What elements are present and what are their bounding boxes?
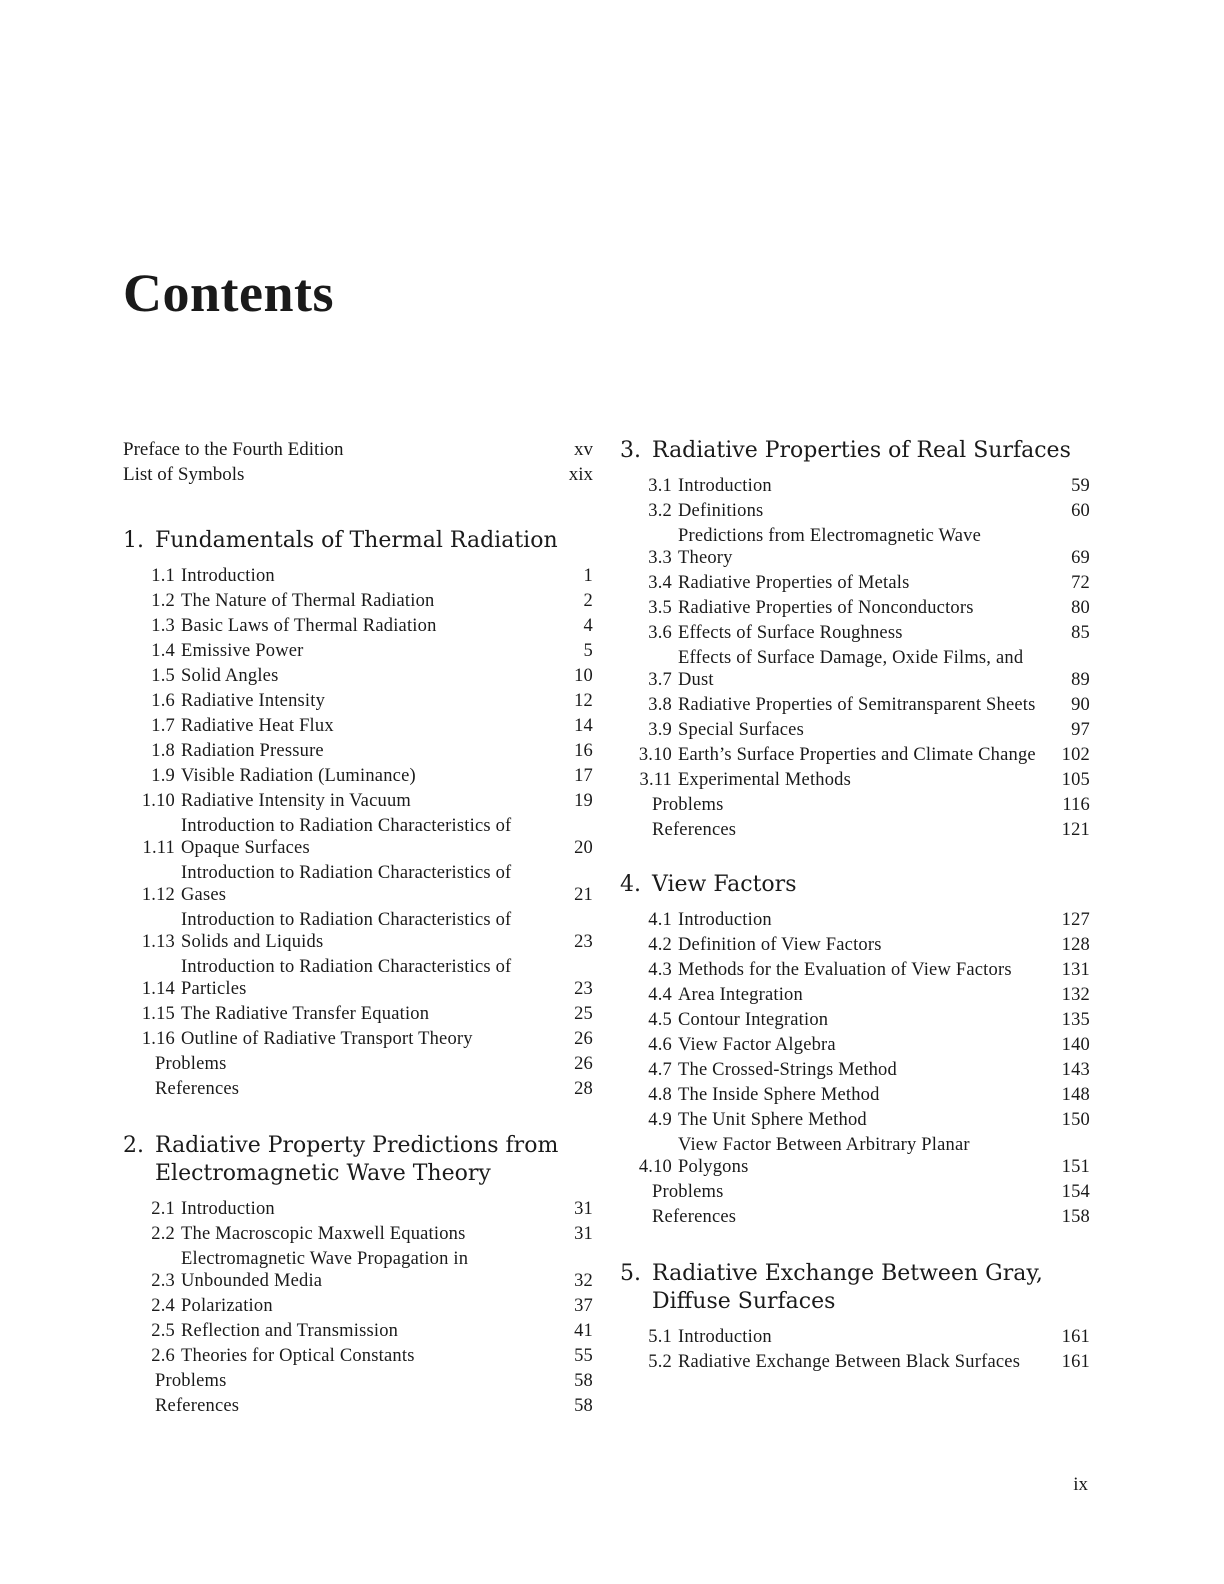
- section-page: 55: [574, 1346, 593, 1366]
- section-number: 2.6: [151, 1346, 175, 1366]
- section-title: Introduction: [181, 566, 275, 586]
- toc-entry[interactable]: [123, 665, 593, 687]
- toc-entry[interactable]: [620, 622, 1090, 644]
- section-number: 4.9: [648, 1110, 672, 1130]
- chapter-4: [620, 871, 1090, 1228]
- section-page: 26: [574, 1029, 593, 1049]
- toc-left-column: [123, 437, 593, 1420]
- section-page: 41: [574, 1321, 593, 1341]
- chapter-3: [620, 437, 1090, 841]
- toc-entry[interactable]: [620, 1134, 1090, 1178]
- section-title: Introduction to Radiation Characteristics of Opaque Surfaces: [181, 816, 512, 858]
- section-page: 23: [574, 932, 593, 952]
- section-number: 4.4: [648, 985, 672, 1005]
- toc-entry[interactable]: [620, 819, 1090, 841]
- front-matter: [123, 437, 593, 487]
- section-page: 31: [574, 1199, 593, 1219]
- section-page: 28: [574, 1079, 593, 1099]
- section-page: 89: [1071, 670, 1090, 690]
- section-number: 3.11: [639, 770, 672, 790]
- section-page: 58: [574, 1396, 593, 1416]
- section-title: View Factor Between Arbitrary Planar Polygons: [678, 1135, 970, 1177]
- section-page: 4: [583, 616, 593, 636]
- chapter-5: [620, 1260, 1090, 1373]
- section-page: 128: [1061, 935, 1090, 955]
- toc-entry[interactable]: [123, 1320, 593, 1342]
- section-page: 59: [1071, 476, 1090, 496]
- section-page: 32: [574, 1271, 593, 1291]
- section-page: 161: [1061, 1327, 1090, 1347]
- chapter-title: Radiative Properties of Real Surfaces: [652, 438, 1071, 463]
- toc-entry[interactable]: [620, 1326, 1090, 1348]
- section-title: Special Surfaces: [678, 720, 804, 740]
- section-page: 12: [574, 691, 593, 711]
- section-page: 21: [574, 885, 593, 905]
- section-title: Problems: [652, 1182, 724, 1202]
- toc-entry[interactable]: [620, 1009, 1090, 1031]
- section-page: 1: [583, 566, 593, 586]
- section-page: 5: [583, 641, 593, 661]
- chapter-title: Radiative Exchange Between Gray, Diffuse Surfaces: [652, 1261, 1043, 1314]
- section-number: 5.2: [648, 1352, 672, 1372]
- section-number: 4.7: [648, 1060, 672, 1080]
- section-title: References: [652, 820, 737, 840]
- section-title: Radiative Intensity in Vacuum: [181, 791, 411, 811]
- toc-entry[interactable]: [123, 1078, 593, 1100]
- section-title: Definition of View Factors: [678, 935, 882, 955]
- section-title: The Crossed-Strings Method: [678, 1060, 897, 1080]
- section-page: 25: [574, 1004, 593, 1024]
- toc-entry[interactable]: [620, 1084, 1090, 1106]
- section-title: Problems: [155, 1054, 227, 1074]
- section-page: 60: [1071, 501, 1090, 521]
- chapter-title: Fundamentals of Thermal Radiation: [155, 528, 558, 553]
- section-title: References: [652, 1207, 737, 1227]
- section-title: Introduction: [181, 1199, 275, 1219]
- chapter-number: 4.: [620, 872, 641, 897]
- section-title: Reflection and Transmission: [181, 1321, 399, 1341]
- section-page: 105: [1061, 770, 1090, 790]
- section-number: 4.2: [648, 935, 672, 955]
- section-title: Introduction to Radiation Characteristics of Solids and Liquids: [181, 910, 512, 952]
- toc-entry[interactable]: [620, 1351, 1090, 1373]
- toc-entry[interactable]: [123, 1345, 593, 1367]
- section-number: 1.15: [141, 1004, 175, 1024]
- section-page: 2: [583, 591, 593, 611]
- section-number: 2.4: [151, 1296, 175, 1316]
- chapter-heading[interactable]: [123, 527, 593, 555]
- section-title: The Radiative Transfer Equation: [181, 1004, 430, 1024]
- section-number: 3.9: [648, 720, 672, 740]
- chapter-number: 5.: [620, 1261, 641, 1286]
- section-page: 85: [1071, 623, 1090, 643]
- toc-entry[interactable]: [620, 1206, 1090, 1228]
- toc-entry-preface[interactable]: [123, 437, 593, 462]
- section-number: 4.6: [648, 1035, 672, 1055]
- section-title: Predictions from Electromagnetic Wave Theory: [678, 526, 982, 568]
- section-page: 151: [1061, 1157, 1090, 1177]
- toc-entry-symbols[interactable]: [123, 462, 593, 487]
- toc-entry[interactable]: [620, 959, 1090, 981]
- section-page: 140: [1061, 1035, 1090, 1055]
- section-title: Theories for Optical Constants: [181, 1346, 415, 1366]
- section-title: Radiative Properties of Nonconductors: [678, 598, 974, 618]
- toc-entry[interactable]: [123, 1248, 593, 1292]
- section-page: 148: [1061, 1085, 1090, 1105]
- toc-entry[interactable]: [123, 615, 593, 637]
- section-title: Introduction: [678, 910, 772, 930]
- entry-title: Preface to the Fourth Edition: [123, 439, 344, 460]
- section-page: 26: [574, 1054, 593, 1074]
- toc-entry[interactable]: [123, 1395, 593, 1417]
- section-page: 154: [1061, 1182, 1090, 1202]
- section-number: 3.8: [648, 695, 672, 715]
- toc-entry[interactable]: [123, 715, 593, 737]
- toc-entry[interactable]: [620, 744, 1090, 766]
- section-title: Electromagnetic Wave Propagation in Unbounded Media: [181, 1249, 469, 1291]
- section-title: Introduction: [678, 476, 772, 496]
- chapter-number: 2.: [123, 1133, 144, 1158]
- toc-entry[interactable]: [123, 690, 593, 712]
- section-page: 121: [1061, 820, 1090, 840]
- section-title: Experimental Methods: [678, 770, 852, 790]
- toc-entry[interactable]: [620, 475, 1090, 497]
- section-title: Visible Radiation (Luminance): [181, 766, 416, 786]
- toc-entry[interactable]: [123, 565, 593, 587]
- section-title: Introduction to Radiation Characteristics of Particles: [181, 957, 512, 999]
- section-number: 4.10: [638, 1157, 672, 1177]
- page-title: Contents: [123, 263, 335, 323]
- section-list: [123, 565, 593, 1100]
- toc-right-column: [620, 437, 1090, 1376]
- section-number: 3.4: [648, 573, 672, 593]
- section-number: 3.5: [648, 598, 672, 618]
- toc-entry[interactable]: [620, 719, 1090, 741]
- section-title: Polarization: [181, 1296, 273, 1316]
- section-number: 3.2: [648, 501, 672, 521]
- toc-entry[interactable]: [123, 956, 593, 1000]
- toc-entry[interactable]: [620, 597, 1090, 619]
- section-title: Radiative Exchange Between Black Surfaces: [678, 1352, 1021, 1372]
- section-number: 1.13: [141, 932, 175, 952]
- section-page: 97: [1071, 720, 1090, 740]
- chapter-number: 3.: [620, 438, 641, 463]
- chapter-1: [123, 527, 593, 1100]
- section-number: 1.6: [151, 691, 175, 711]
- section-page: 90: [1071, 695, 1090, 715]
- section-title: Definitions: [678, 501, 764, 521]
- toc-entry[interactable]: [620, 694, 1090, 716]
- section-list: [123, 1198, 593, 1417]
- section-page: 158: [1061, 1207, 1090, 1227]
- section-page: 19: [574, 791, 593, 811]
- section-title: The Unit Sphere Method: [678, 1110, 867, 1130]
- toc-entry[interactable]: [620, 909, 1090, 931]
- section-number: 3.3: [648, 548, 672, 568]
- toc-entry[interactable]: [123, 790, 593, 812]
- section-number: 1.11: [142, 838, 175, 858]
- section-page: 20: [574, 838, 593, 858]
- section-title: The Inside Sphere Method: [678, 1085, 880, 1105]
- toc-entry[interactable]: [123, 1198, 593, 1220]
- section-page: 161: [1061, 1352, 1090, 1372]
- toc-entry[interactable]: [620, 1034, 1090, 1056]
- entry-page: xix: [568, 464, 593, 485]
- toc-entry[interactable]: [620, 769, 1090, 791]
- section-number: 2.2: [151, 1224, 175, 1244]
- section-number: 1.8: [151, 741, 175, 761]
- section-number: 1.5: [151, 666, 175, 686]
- section-title: Introduction to Radiation Characteristics of Gases: [181, 863, 512, 905]
- section-title: Basic Laws of Thermal Radiation: [181, 616, 437, 636]
- section-list: [620, 475, 1090, 841]
- section-number: 2.3: [151, 1271, 175, 1291]
- section-title: Earth’s Surface Properties and Climate Change: [678, 745, 1036, 765]
- toc-entry[interactable]: [620, 1109, 1090, 1131]
- section-number: 1.9: [151, 766, 175, 786]
- section-number: 4.8: [648, 1085, 672, 1105]
- section-title: Effects of Surface Damage, Oxide Films, and Dust: [678, 648, 1024, 690]
- section-title: The Macroscopic Maxwell Equations: [181, 1224, 466, 1244]
- section-number: 1.14: [141, 979, 175, 999]
- toc-entry[interactable]: [620, 525, 1090, 569]
- section-page: 131: [1061, 960, 1090, 980]
- chapter-heading[interactable]: [123, 1132, 593, 1188]
- toc-entry[interactable]: [123, 1370, 593, 1392]
- toc-entry[interactable]: [123, 909, 593, 953]
- section-title: Radiation Pressure: [181, 741, 324, 761]
- section-page: 14: [574, 716, 593, 736]
- section-title: Problems: [652, 795, 724, 815]
- entry-title: List of Symbols: [123, 464, 245, 485]
- toc-entry[interactable]: [123, 765, 593, 787]
- section-number: 2.5: [151, 1321, 175, 1341]
- section-page: 150: [1061, 1110, 1090, 1130]
- section-title: Radiative Properties of Semitransparent Sheets: [678, 695, 1036, 715]
- chapter-title: View Factors: [652, 872, 797, 897]
- toc-entry[interactable]: [123, 1295, 593, 1317]
- toc-entry[interactable]: [620, 647, 1090, 691]
- section-number: 1.2: [151, 591, 175, 611]
- section-number: 1.4: [151, 641, 175, 661]
- entry-page: xv: [574, 439, 593, 460]
- section-page: 69: [1071, 548, 1090, 568]
- section-title: Contour Integration: [678, 1010, 829, 1030]
- toc-entry[interactable]: [123, 590, 593, 612]
- section-number: 4.3: [648, 960, 672, 980]
- section-number: 1.12: [141, 885, 175, 905]
- page-number: ix: [1073, 1474, 1088, 1495]
- chapter-heading[interactable]: [620, 1260, 1090, 1316]
- section-page: 72: [1071, 573, 1090, 593]
- chapter-heading[interactable]: [620, 871, 1090, 899]
- section-title: References: [155, 1396, 240, 1416]
- section-number: 4.5: [648, 1010, 672, 1030]
- section-page: 135: [1061, 1010, 1090, 1030]
- toc-entry[interactable]: [123, 1003, 593, 1025]
- section-title: Introduction: [678, 1327, 772, 1347]
- section-title: The Nature of Thermal Radiation: [181, 591, 435, 611]
- section-number: 1.10: [141, 791, 175, 811]
- toc-entry[interactable]: [620, 934, 1090, 956]
- section-number: 1.16: [141, 1029, 175, 1049]
- section-page: 37: [574, 1296, 593, 1316]
- section-number: 2.1: [151, 1199, 175, 1219]
- toc-entry[interactable]: [123, 1028, 593, 1050]
- section-page: 17: [574, 766, 593, 786]
- section-page: 31: [574, 1224, 593, 1244]
- section-page: 132: [1061, 985, 1090, 1005]
- section-page: 58: [574, 1371, 593, 1391]
- section-title: Effects of Surface Roughness: [678, 623, 903, 643]
- section-number: 1.1: [151, 566, 175, 586]
- toc-entry[interactable]: [620, 572, 1090, 594]
- section-title: Radiative Properties of Metals: [678, 573, 910, 593]
- section-number: 5.1: [648, 1327, 672, 1347]
- chapter-number: 1.: [123, 528, 144, 553]
- section-number: 1.3: [151, 616, 175, 636]
- toc-entry[interactable]: [620, 500, 1090, 522]
- section-number: 3.6: [648, 623, 672, 643]
- section-title: Radiative Intensity: [181, 691, 326, 711]
- section-title: Problems: [155, 1371, 227, 1391]
- toc-entry[interactable]: [620, 1181, 1090, 1203]
- section-number: 1.7: [151, 716, 175, 736]
- section-list: [620, 1326, 1090, 1373]
- section-title: Radiative Heat Flux: [181, 716, 334, 736]
- toc-entry[interactable]: [123, 640, 593, 662]
- section-number: 3.7: [648, 670, 672, 690]
- section-list: [620, 909, 1090, 1228]
- toc-entry[interactable]: [123, 815, 593, 859]
- section-page: 23: [574, 979, 593, 999]
- section-title: Outline of Radiative Transport Theory: [181, 1029, 473, 1049]
- chapter-title: Radiative Property Predictions from Electromagnetic Wave Theory: [155, 1133, 559, 1186]
- section-title: Emissive Power: [181, 641, 304, 661]
- section-title: Methods for the Evaluation of View Factors: [678, 960, 1012, 980]
- section-number: 3.1: [648, 476, 672, 496]
- section-page: 116: [1062, 795, 1090, 815]
- chapter-2: [123, 1132, 593, 1417]
- toc-entry[interactable]: [620, 1059, 1090, 1081]
- toc-entry[interactable]: [620, 794, 1090, 816]
- section-number: 3.10: [638, 745, 672, 765]
- section-page: 80: [1071, 598, 1090, 618]
- section-page: 10: [574, 666, 593, 686]
- section-number: 4.1: [648, 910, 672, 930]
- section-page: 143: [1061, 1060, 1090, 1080]
- toc-entry[interactable]: [123, 740, 593, 762]
- section-page: 127: [1061, 910, 1090, 930]
- chapter-heading[interactable]: [620, 437, 1090, 465]
- section-title: View Factor Algebra: [678, 1035, 836, 1055]
- toc-entry[interactable]: [620, 984, 1090, 1006]
- section-page: 16: [574, 741, 593, 761]
- toc-entry[interactable]: [123, 862, 593, 906]
- section-title: Solid Angles: [181, 666, 279, 686]
- toc-entry[interactable]: [123, 1223, 593, 1245]
- section-title: Area Integration: [678, 985, 803, 1005]
- section-title: References: [155, 1079, 240, 1099]
- toc-entry[interactable]: [123, 1053, 593, 1075]
- section-page: 102: [1061, 745, 1090, 765]
